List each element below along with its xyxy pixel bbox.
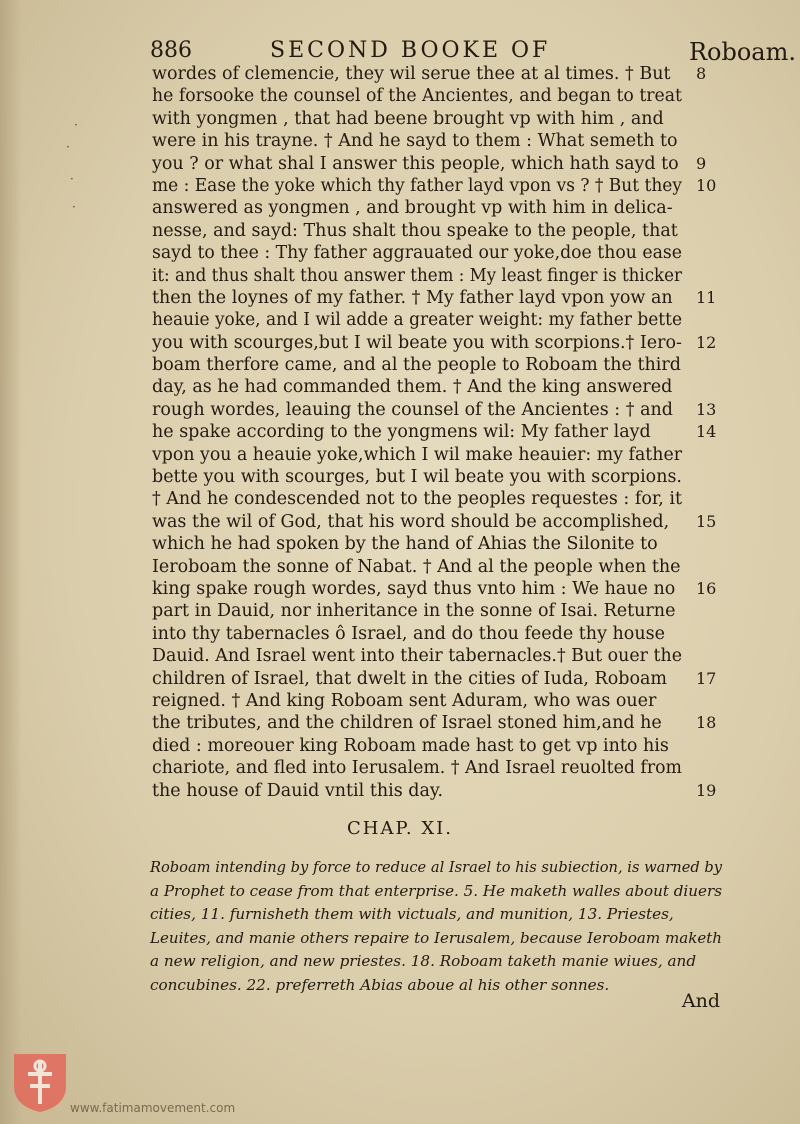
line-text: nesse, and sayd: Thus shalt thou speake to the people, that [152, 220, 678, 241]
line-text: then the loynes of my father. † My father layd vpon yow an [152, 287, 673, 308]
verse-number: 17 [696, 668, 717, 688]
text-line [152, 511, 717, 533]
text-line [152, 690, 688, 712]
line-text: chariote, and fled into Ierusalem. † And Israel reuolted from [152, 758, 682, 779]
line-text: reigned. † And king Roboam sent Aduram, who was ouer [152, 690, 657, 711]
line-text: king spake rough wordes, sayd thus vnto him : We haue no [152, 578, 676, 599]
verse-number: 19 [696, 780, 717, 800]
body-text [152, 63, 717, 802]
line-text: were in his trayne. † And he sayd to them : What semeth to [152, 131, 678, 152]
text-line [152, 444, 688, 466]
summary-line-text: a Prophet to cease from that enterprise. 5. He maketh walles about diuers [150, 881, 722, 900]
line-text: part in Dauid, nor inheritance in the sonne of Isai. Returne [152, 601, 676, 622]
text-line [152, 533, 688, 555]
margin-mark: · [72, 200, 76, 214]
line-text: it: and thus shalt thou answer them : My least finger is thicker [152, 265, 682, 286]
page-number: 886 [150, 38, 192, 63]
summary-line-text: Leuites, and manie others repaire to Ierusalem, because Ieroboam maketh [150, 928, 722, 947]
line-text: which he had spoken by the hand of Ahias the Silonite to [152, 534, 658, 555]
line-text: rough wordes, leauing the counsel of the Ancientes : † and [152, 399, 673, 420]
line-text: the house of Dauid vntil this day. [152, 780, 444, 801]
line-text: me : Ease the yoke which thy father layd vpon vs ? † But they [152, 175, 682, 196]
line-text: he forsooke the counsel of the Ancientes, and began to treat [152, 86, 682, 107]
text-line [152, 623, 688, 645]
chapter-summary [150, 856, 725, 997]
text-line [152, 399, 717, 421]
line-text: with yongmen , that had beene brought vp with him , and [152, 108, 664, 129]
text-line [152, 421, 717, 443]
line-text: you ? or what shal I answer this people, which hath sayd to [152, 153, 679, 174]
footer-website: www.fatimamovement.com [70, 1101, 236, 1115]
summary-line [150, 974, 725, 998]
text-line [152, 645, 688, 667]
line-text: was the wil of God, that his word should be accomplished, [152, 511, 670, 532]
line-text: boam therfore came, and al the people to Roboam the third [152, 355, 681, 376]
line-text: children of Israel, that dwelt in the cities of Iuda, Roboam [152, 668, 668, 689]
verse-number: 8 [696, 64, 707, 83]
summary-line [150, 856, 725, 880]
margin-mark: · [66, 140, 70, 154]
line-text: answered as yongmen , and brought vp with him in delica- [152, 198, 673, 219]
page-edge-shadow [0, 0, 22, 1124]
text-line [152, 332, 717, 354]
text-line [152, 354, 688, 376]
catchword: And [681, 990, 720, 1012]
margin-mark: · [74, 118, 78, 132]
running-title: SECOND BOOKE OF [270, 38, 551, 63]
line-text: † And he condescended not to the peoples requestes : for, it [152, 489, 682, 510]
text-line [152, 668, 717, 690]
verse-number: 15 [696, 511, 717, 531]
text-line [152, 175, 717, 197]
summary-line-text: a new religion, and new priestes. 18. Roboam taketh manie wiues, and [150, 952, 697, 970]
text-line [152, 780, 717, 802]
summary-line [150, 880, 725, 904]
summary-line [150, 903, 725, 927]
summary-line [150, 950, 725, 974]
text-line [152, 376, 688, 398]
text-line [152, 265, 688, 287]
text-line [152, 153, 707, 175]
text-line [152, 309, 688, 331]
summary-line-text: concubines. 22. preferreth Abias aboue al his other sonnes. [150, 975, 610, 994]
verse-number: 11 [696, 287, 717, 307]
line-text: bette you with scourges, but I wil beate you with scorpions. [152, 467, 682, 488]
text-line [152, 712, 717, 734]
text-line [152, 757, 688, 779]
text-line [152, 735, 688, 757]
summary-line [150, 927, 725, 951]
summary-line-text: Roboam intending by force to reduce al Israel to his subiection, is warned by [150, 858, 722, 876]
text-line [152, 108, 688, 130]
text-line [152, 578, 717, 600]
line-text: you with scourges,but I wil beate you with scorpions.† Iero- [152, 332, 682, 353]
text-line [152, 556, 688, 578]
line-text: wordes of clemencie, they wil serue thee at al times. † But [152, 64, 671, 84]
summary-line-text: cities, 11. furnisheth them with victuals, and munition, 13. Priestes, [150, 905, 674, 923]
text-line [152, 287, 717, 309]
text-line [152, 197, 688, 219]
line-text: Ieroboam the sonne of Nabat. † And al the people when the [152, 556, 681, 577]
text-line [152, 220, 688, 242]
verse-number: 9 [696, 153, 707, 173]
verse-number: 13 [696, 399, 717, 419]
text-line [152, 63, 707, 85]
text-line [152, 85, 688, 107]
verse-number: 16 [696, 578, 717, 598]
text-line [152, 242, 688, 264]
line-text: day, as he had commanded them. † And the king answered [152, 377, 673, 398]
text-line [152, 466, 688, 488]
line-text: sayd to thee : Thy father aggrauated our yoke,doe thou ease [152, 243, 682, 264]
text-line [152, 488, 688, 510]
line-text: he spake according to the yongmens wil: My father layd [152, 422, 651, 443]
chapter-heading: CHAP. XI. [346, 818, 454, 839]
running-name: Roboam. [688, 38, 796, 66]
margin-mark: · [70, 172, 74, 186]
text-line [152, 600, 688, 622]
line-text: heauie yoke, and I wil adde a greater weight: my father bette [152, 310, 682, 331]
line-text: the tributes, and the children of Israel stoned him,and he [152, 713, 662, 734]
verse-number: 18 [696, 713, 717, 733]
line-text: into thy tabernacles ô Israel, and do thou feede thy house [152, 623, 665, 644]
text-line [152, 130, 688, 152]
line-text: Dauid. And Israel went into their tabernacles.† But ouer the [152, 646, 682, 667]
verse-number: 10 [696, 175, 717, 195]
line-text: vpon you a heauie yoke,which I wil make heauier: my father [152, 444, 682, 465]
fatima-shield-logo-icon [12, 1052, 68, 1114]
verse-number: 14 [696, 422, 717, 442]
verse-number: 12 [696, 332, 717, 352]
line-text: died : moreouer king Roboam made hast to get vp into his [152, 735, 669, 756]
